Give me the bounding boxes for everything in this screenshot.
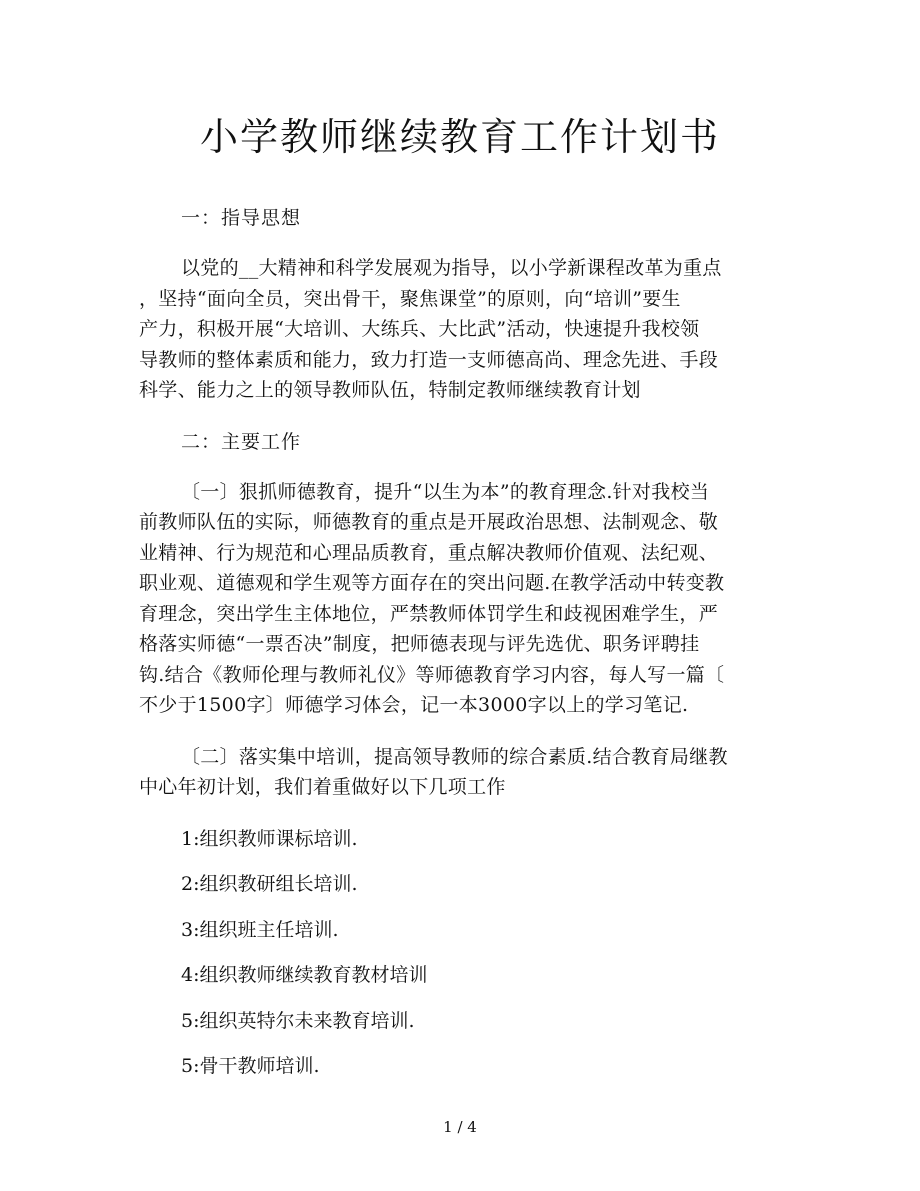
paragraph-ethics-education [139,477,781,721]
paragraph-line: 产力，积极开展“大培训、大练兵、大比武”活动，快速提升我校领 [139,318,700,340]
paragraph-guiding-ideology [139,253,781,406]
paragraph-line: 业精神、行为规范和心理品质教育，重点解决教师价值观、法纪观、 [139,541,719,564]
document-title: 小学教师继续教育工作计划书 [199,115,720,159]
paragraph-line: 育理念，突出学生主体地位，严禁教师体罚学生和歧视困难学生，严 [139,602,719,625]
paragraph-line: 中心年初计划，我们着重做好以下几项工作 [139,776,506,798]
paragraph-line: 〔一〕狠抓师德教育，提升“以生为本”的教育理念.针对我校当 [181,480,710,503]
list-item: 2:组织教研组长培训. [181,873,358,895]
paragraph-line: 不少于1500字〕师德学习体会，记一本3000字以上的学习笔记. [139,694,689,716]
paragraph-line: 科学、能力之上的领导教师队伍，特制定教师继续教育计划 [139,379,641,401]
paragraph-line: 导教师的整体素质和能力，致力打造一支师德高尚、理念先进、手段 [139,348,719,371]
paragraph-line: 〔二〕落实集中培训，提高领导教师的综合素质.结合教育局继教 [181,745,728,768]
paragraph-line: 钩.结合《教师伦理与教师礼仪》等师德教育学习内容，每人写一篇〔 [139,663,725,686]
list-item: 5:骨干教师培训. [181,1055,320,1077]
document-body [139,203,781,1097]
list-item: 4:组织教师继续教育教材培训 [181,964,428,986]
section-heading-main-work: 二：主要工作 [181,430,302,453]
paragraph-line: 前教师队伍的实际，师德教育的重点是开展政治思想、法制观念、敬 [139,511,719,533]
section-heading-guiding-ideology: 一：指导思想 [181,207,302,229]
page-number: 1 / 4 [443,1118,477,1136]
training-items-list [139,824,781,1082]
list-item: 5:组织英特尔未来教育培训. [181,1009,415,1032]
paragraph-centralized-training [139,742,781,803]
paragraph-line: ，坚持“面向全员，突出骨干，聚焦课堂”的原则，向“培训”要生 [139,287,681,310]
paragraph-line: 以党的__大精神和科学发展观为指导，以小学新课程改革为重点 [181,257,722,279]
paragraph-line: 格落实师德“一票否决”制度，把师德表现与评先选优、职务评聘挂 [139,633,700,655]
paragraph-line: 职业观、道德观和学生观等方面存在的突出问题.在教学活动中转变教 [139,572,725,594]
list-item: 3:组织班主任培训. [181,918,339,941]
list-item: 1:组织教师课标培训. [181,827,358,850]
